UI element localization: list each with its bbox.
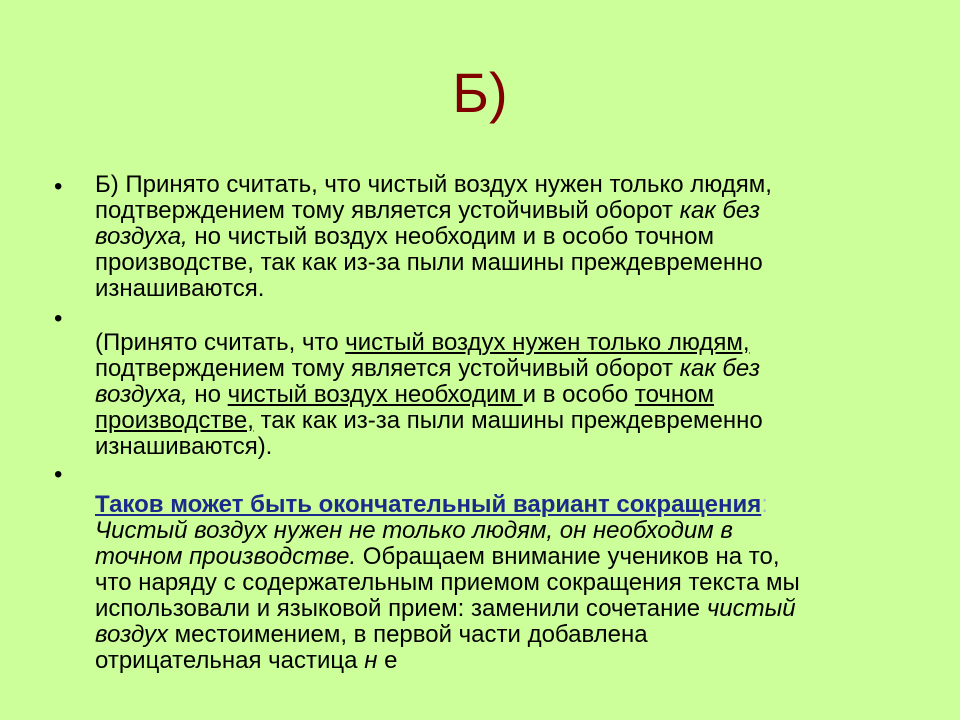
bullet-3-icon: • — [54, 461, 63, 488]
underlined-span: чистый воздух необходим — [227, 381, 523, 408]
paragraph-3-line-5 — [95, 596, 895, 622]
text-span: но — [187, 381, 228, 408]
italic-span: н — [364, 647, 378, 674]
italic-span: воздуха, — [95, 223, 188, 250]
paragraph-2-line-2 — [95, 356, 895, 382]
paragraph-1-line-5: изнашиваются. — [95, 275, 265, 302]
colon-span: : — [761, 491, 768, 518]
slide-title: Б) — [452, 61, 508, 124]
summary-heading-link[interactable]: Таков может быть окончательный вариант сокращения — [95, 491, 762, 518]
paragraph-3 — [95, 492, 895, 674]
text-span: отрицательная частица — [95, 647, 365, 674]
underlined-span: чистый воздух нужен только людям, — [345, 329, 750, 356]
paragraph-3-line-2: Чистый воздух нужен не только людям, он необходим в — [95, 517, 733, 544]
paragraph-1-line-1: Б) Принято считать, что чистый воздух нужен только людям, — [95, 171, 772, 198]
paragraph-1 — [95, 172, 895, 302]
text-span: (Принято считать, что — [95, 329, 346, 356]
paragraph-1-line-3 — [95, 224, 895, 250]
paragraph-3-line-6 — [95, 622, 895, 648]
paragraph-3-line-7 — [95, 648, 895, 674]
text-span: но чистый воздух необходим и в особо точном — [187, 223, 714, 250]
italic-span: как без — [679, 355, 761, 382]
paragraph-2-line-4 — [95, 408, 895, 434]
paragraph-3-line-1 — [95, 492, 895, 518]
underlined-span: точном — [634, 381, 714, 408]
paragraph-2-line-5: изнашиваются). — [95, 433, 273, 460]
text-span: и в особо — [522, 381, 635, 408]
text-span: е — [377, 647, 398, 674]
text-span: так как из-за пыли машины преждевременно — [253, 407, 763, 434]
italic-span: точном производстве. — [95, 543, 357, 570]
paragraph-1-line-2 — [95, 198, 895, 224]
text-span: местоимением, в первой части добавлена — [167, 621, 648, 648]
italic-span: чистый — [706, 595, 796, 622]
paragraph-3-line-4: что наряду с содержательным приемом сокращения текста мы — [95, 569, 800, 596]
paragraph-1-line-4: производстве, так как из-за пыли машины преждевременно — [95, 249, 763, 276]
paragraph-2 — [95, 330, 895, 460]
bullet-2-icon: • — [54, 305, 63, 332]
text-span: Обращаем внимание учеников на то, — [356, 543, 780, 570]
italic-span: воздуха, — [95, 381, 188, 408]
italic-span: воздух — [95, 621, 168, 648]
underlined-span: производстве, — [95, 407, 254, 434]
italic-span: как без — [679, 197, 761, 224]
bullet-1-icon: • — [54, 173, 63, 200]
paragraph-2-line-1 — [95, 330, 895, 356]
paragraph-2-line-3 — [95, 382, 895, 408]
paragraph-3-line-3 — [95, 544, 895, 570]
text-span: подтверждением тому является устойчивый оборот — [95, 355, 680, 382]
text-span: подтверждением тому является устойчивый оборот — [95, 197, 680, 224]
text-span: использовали и языковой прием: заменили сочетание — [95, 595, 707, 622]
